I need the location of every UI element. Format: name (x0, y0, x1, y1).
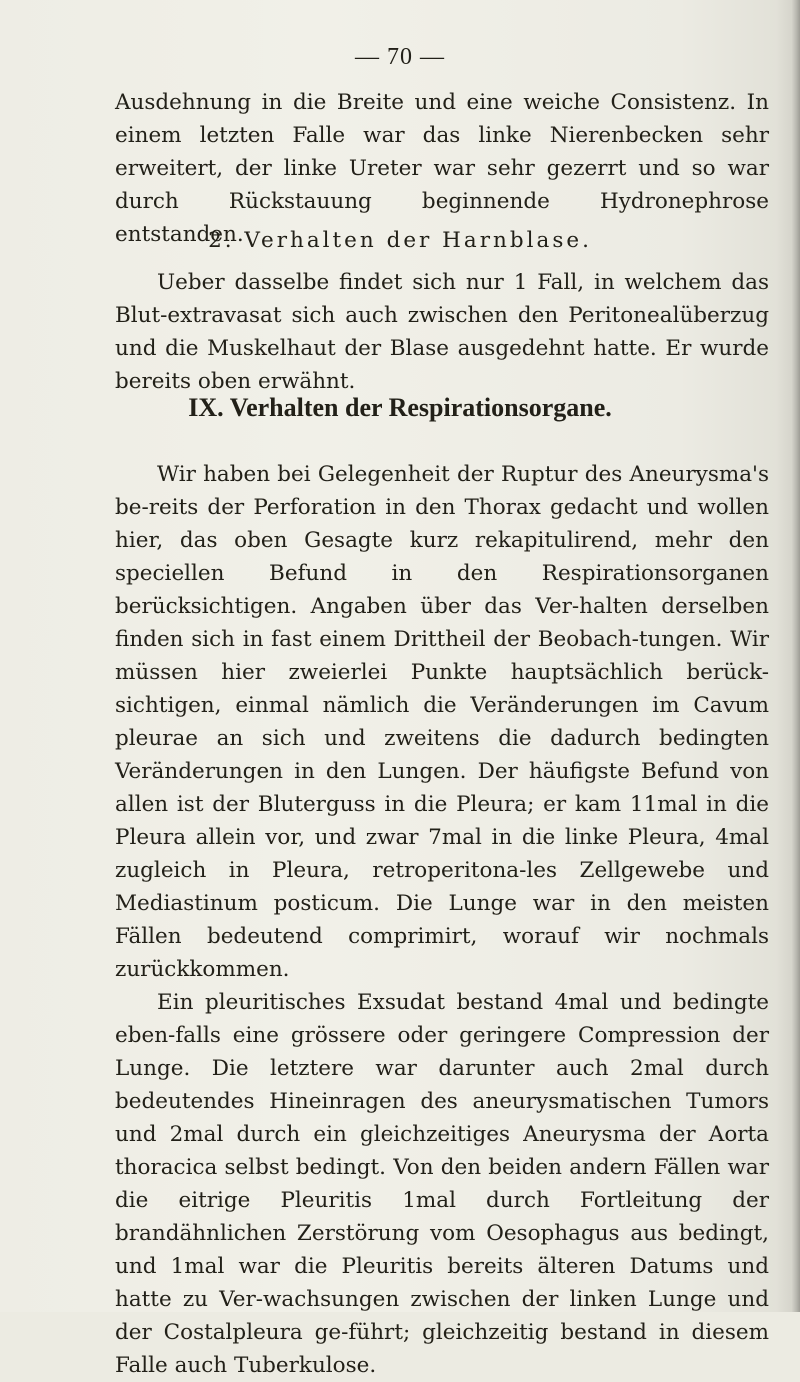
chapter-heading: IX. Verhalten der Respirationsorgane. (188, 393, 612, 422)
section-2-paragraph-block (115, 266, 769, 398)
chapter-body (115, 458, 769, 1382)
section-2-paragraph: Ueber dasselbe findet sich nur 1 Fall, in welchem das Blut-extravasat sich auch zwischen den Peritonealüberzug und die Muskelhaut der Blase ausgedehnt hatte. Er wurde bereits oben erwähnt. (115, 270, 769, 394)
section-2-heading: 2. Verhalten der Harnblase. (208, 228, 592, 253)
chapter-paragraph-1: Wir haben bei Gelegenheit der Ruptur des Aneurysma's be-reits der Perforation in den Thorax gedacht und wollen hier, das oben Gesagte kurz rekapitulirend, mehr den speciellen Befund in den Respirationsorganen berücksichtigen. Angaben über das Ver-halten derselben finden sich in fast einem Drittheil der Beobach-tungen. Wir müssen hier zweierlei Punkte hauptsächlich berück-sichtigen, einmal nämlich die Veränderungen im Cavum pleurae an sich und zweitens die dadurch bedingten Veränderungen in den Lungen. Der häufigste Befund von allen ist der Bluterguss in die Pleura; er kam 11mal in die Pleura allein vor, und zwar 7mal in die linke Pleura, 4mal zugleich in Pleura, retroperitona-les Zellgewebe und Mediastinum posticum. Die Lunge war in den meisten Fällen bedeutend comprimirt, worauf wir nochmals zurückkommen. (115, 462, 769, 982)
page-number: — 70 — (355, 44, 445, 70)
intro-paragraph-block (115, 86, 769, 251)
intro-paragraph: Ausdehnung in die Breite und eine weiche Consistenz. In einem letzten Falle war das linke Nierenbecken sehr erweitert, der linke Ureter war sehr gezerrt und so war durch Rückstauung beginnende Hydronephrose entstanden. (115, 90, 769, 247)
page-edge-shadow (791, 0, 800, 1312)
chapter-paragraph-2: Ein pleuritisches Exsudat bestand 4mal und bedingte eben-falls eine grössere oder geringere Compression der Lunge. Die letztere war darunter auch 2mal durch bedeutendes Hineinragen des aneurysmatischen Tumors und 2mal durch ein gleichzeitiges Aneurysma der Aorta thoracica selbst bedingt. Von den beiden andern Fällen war die eitrige Pleuritis 1mal durch Fortleitung der brandähnlichen Zerstörung vom Oesophagus aus bedingt, und 1mal war die Pleuritis bereits älteren Datums und hatte zu Ver-wachsungen zwischen der linken Lunge und der Costalpleura ge-führt; gleichzeitig bestand in diesem Falle auch Tuberkulose. (115, 990, 769, 1378)
